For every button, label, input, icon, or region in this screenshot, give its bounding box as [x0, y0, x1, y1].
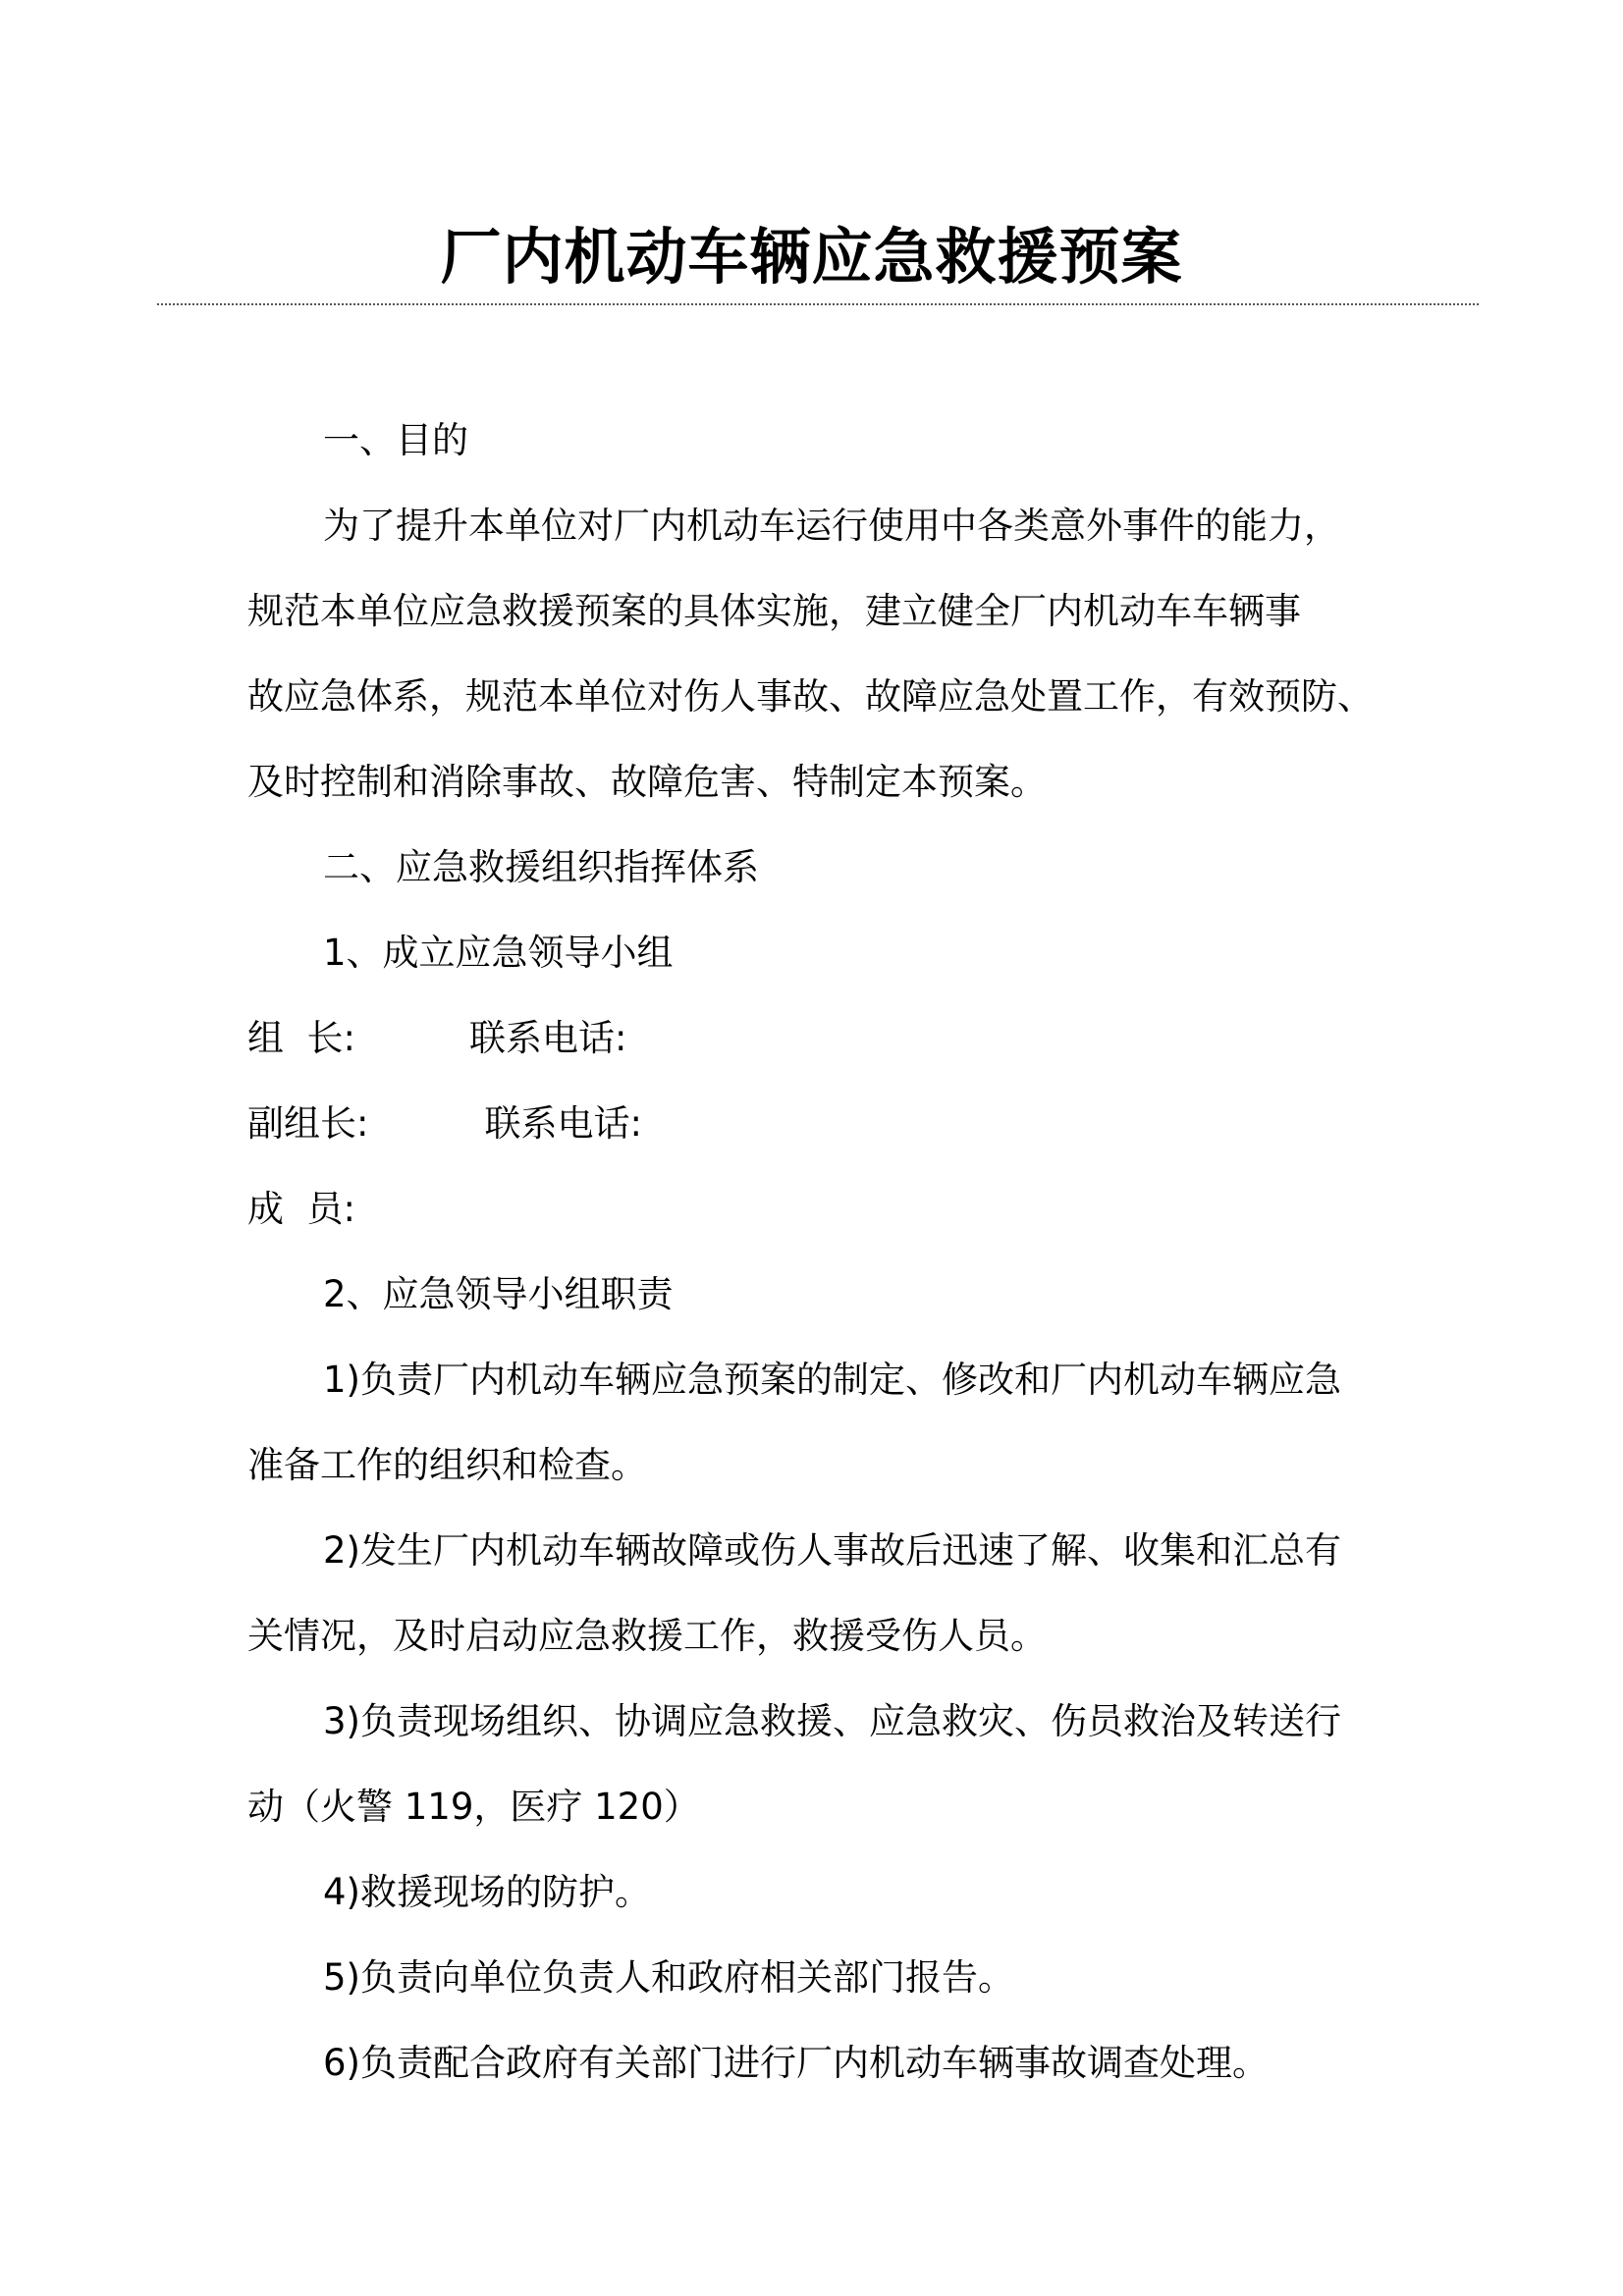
subsection-1-heading: 1、成立应急领导小组: [323, 932, 674, 974]
title-divider: [157, 303, 1479, 305]
purpose-line-4: 及时控制和消除事故、故障危害、特制定本预案。: [247, 761, 1047, 803]
deputy-phone-label: 联系电话:: [484, 1102, 642, 1145]
members-row: [247, 1166, 1406, 1252]
duty-2-line-2: 关情况，及时启动应急救援工作，救援受伤人员。: [247, 1615, 1047, 1657]
leader-label: 组 长:: [247, 1017, 355, 1059]
duty-3-line-1: 3)负责现场组织、协调应急救援、应急救灾、伤员救治及转送行: [323, 1700, 1341, 1742]
deputy-leader-row: [247, 1081, 1406, 1166]
duty-4: 4)救援现场的防护。: [323, 1871, 651, 1913]
leader-phone-label: 联系电话:: [469, 1017, 627, 1059]
purpose-line-2: 规范本单位应急救援预案的具体实施，建立健全厂内机动车车辆事: [247, 590, 1301, 632]
section-1-heading: 一、目的: [323, 419, 468, 461]
deputy-label: 副组长:: [247, 1102, 369, 1145]
section-2-heading: 二、应急救援组织指挥体系: [323, 846, 759, 888]
purpose-line-1: 为了提升本单位对厂内机动车运行使用中各类意外事件的能力，: [323, 505, 1340, 547]
duty-1-line-2: 准备工作的组织和检查。: [247, 1444, 647, 1486]
duty-1-line-1: 1)负责厂内机动车辆应急预案的制定、修改和厂内机动车辆应急: [323, 1359, 1341, 1401]
duty-6: 6)负责配合政府有关部门进行厂内机动车辆事故调查处理。: [323, 2042, 1269, 2084]
document-body: [247, 398, 1406, 2106]
duty-3-line-2: 动（火警 119，医疗 120）: [247, 1786, 700, 1828]
purpose-line-3: 故应急体系，规范本单位对伤人事故、故障应急处置工作，有效预防、: [247, 675, 1374, 718]
subsection-2-heading: 2、应急领导小组职责: [323, 1273, 674, 1315]
duty-2-line-1: 2)发生厂内机动车辆故障或伤人事故后迅速了解、收集和汇总有: [323, 1529, 1341, 1572]
duty-5: 5)负责向单位负责人和政府相关部门报告。: [323, 1956, 1014, 1999]
member-label: 成 员:: [247, 1188, 355, 1230]
document-title: 厂内机动车辆应急救援预案: [440, 221, 1183, 293]
leader-row: [247, 995, 1406, 1081]
